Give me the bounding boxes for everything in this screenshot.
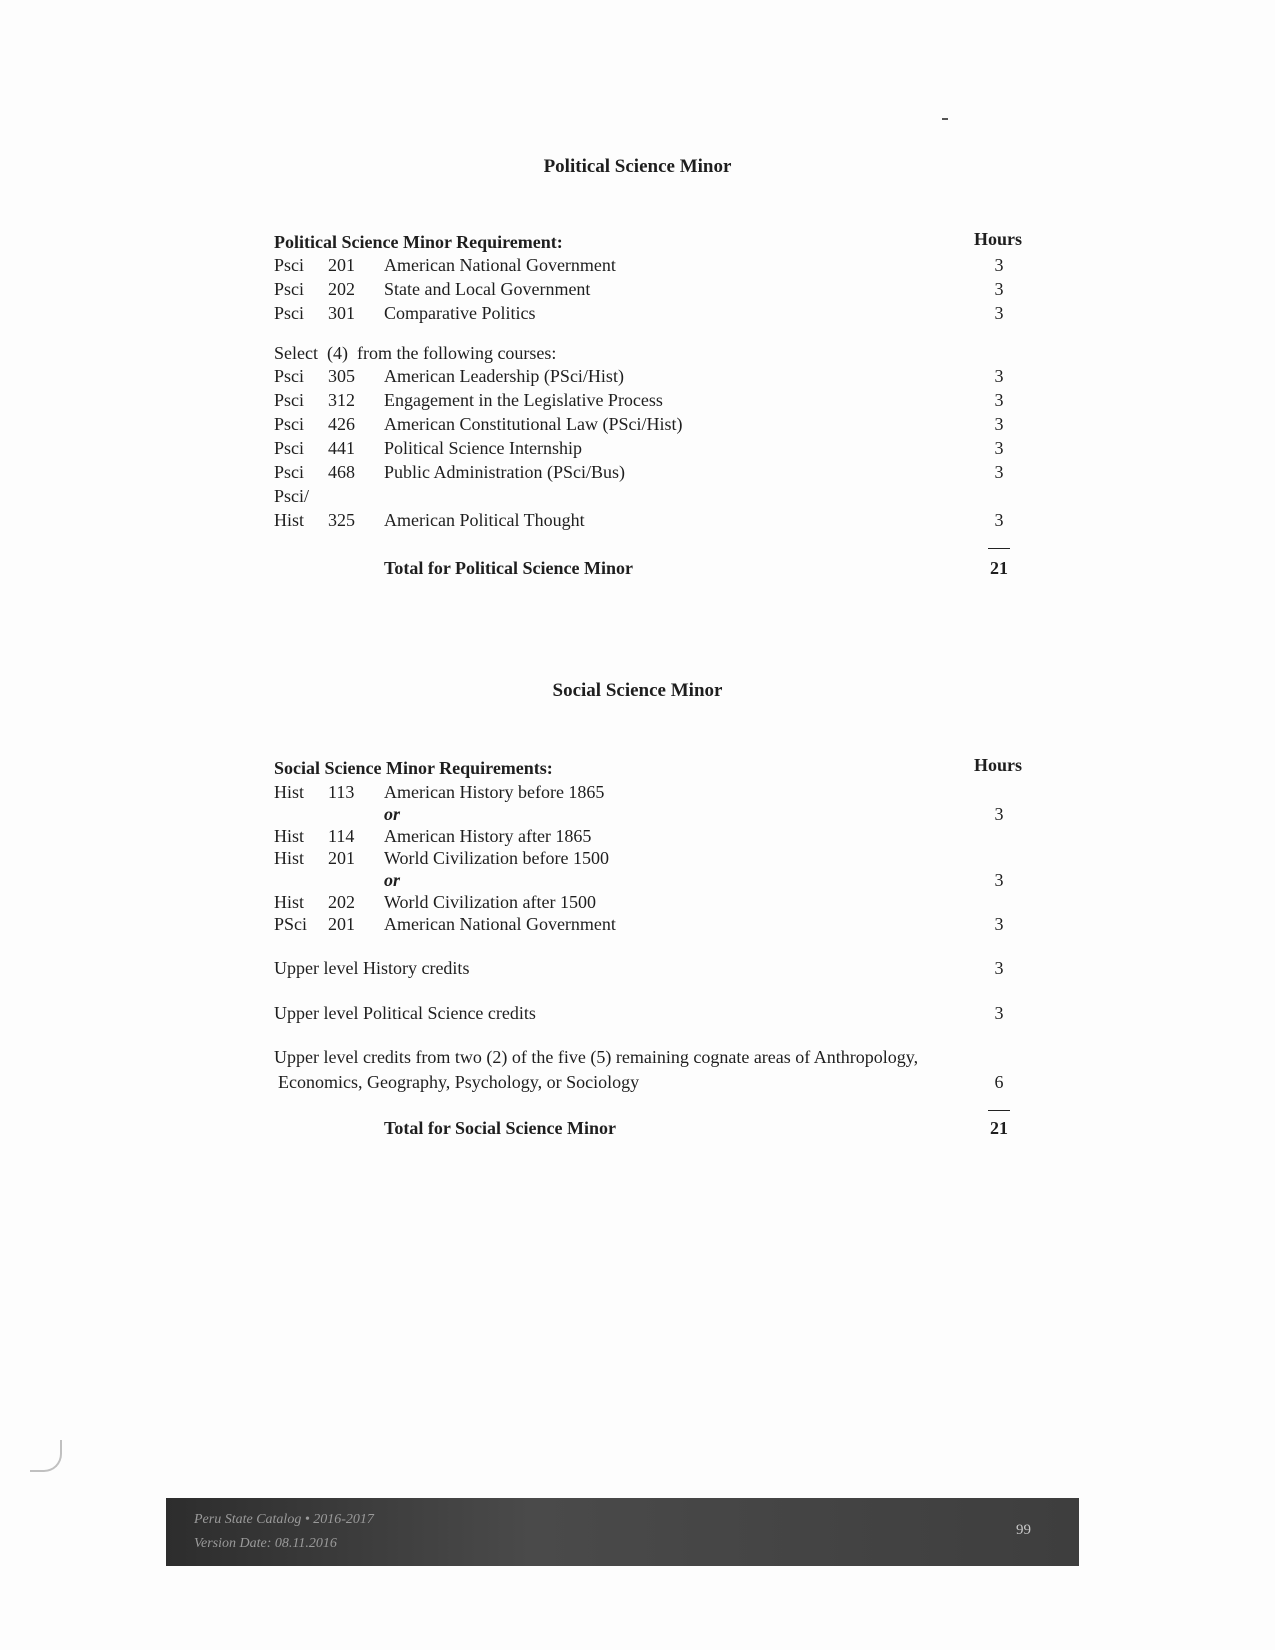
course-hours: 3 bbox=[994, 438, 1004, 458]
social-minor-title: Social Science Minor bbox=[552, 680, 723, 701]
course-subject: Psci bbox=[274, 303, 305, 323]
course-name: American Political Thought bbox=[384, 510, 585, 530]
or-separator: or bbox=[384, 870, 401, 890]
requirement-label-continued: Economics, Geography, Psychology, or Sociology bbox=[278, 1072, 640, 1092]
social-hours-heading: Hours bbox=[973, 755, 1022, 775]
course-name: World Civilization after 1500 bbox=[384, 892, 597, 912]
page-number: 99 bbox=[1016, 1522, 1031, 1538]
political-select-instruction: Select (4) from the following courses: bbox=[274, 343, 557, 363]
course-number: 202 bbox=[328, 279, 355, 299]
course-number: 113 bbox=[328, 782, 355, 802]
course-subject: Hist bbox=[274, 510, 305, 530]
footer-version-date: Version Date: 08.11.2016 bbox=[194, 1536, 337, 1551]
course-name: American Leadership (PSci/Hist) bbox=[384, 366, 624, 386]
political-total-label: Total for Political Science Minor bbox=[384, 558, 633, 578]
course-subject: Hist bbox=[274, 892, 305, 912]
political-hours-heading: Hours bbox=[973, 229, 1022, 249]
course-hours: 3 bbox=[994, 914, 1004, 934]
requirement-label: Upper level credits from two (2) of the five (5) remaining cognate areas of Anthropology, bbox=[274, 1047, 919, 1067]
course-number: 325 bbox=[328, 510, 355, 530]
scan-mark bbox=[942, 118, 948, 120]
course-number: 305 bbox=[328, 366, 355, 386]
course-name: American History before 1865 bbox=[384, 782, 605, 802]
course-number: 201 bbox=[328, 255, 355, 275]
course-subject: PSci bbox=[274, 914, 308, 934]
course-name: World Civilization before 1500 bbox=[384, 848, 609, 868]
social-total-label: Total for Social Science Minor bbox=[384, 1118, 616, 1138]
requirement-label: Upper level Political Science credits bbox=[274, 1003, 536, 1023]
political-minor-title: Political Science Minor bbox=[543, 156, 732, 177]
or-separator: or bbox=[384, 804, 401, 824]
course-hours: 3 bbox=[994, 255, 1004, 275]
course-subject: Psci bbox=[274, 414, 305, 434]
course-number: 201 bbox=[328, 848, 355, 868]
course-subject: Hist bbox=[274, 848, 305, 868]
course-subject: Psci bbox=[274, 390, 305, 410]
course-number: 202 bbox=[328, 892, 355, 912]
political-requirements-heading: Political Science Minor Requirement: bbox=[274, 232, 563, 252]
requirement-label: Upper level History credits bbox=[274, 958, 470, 978]
course-name: State and Local Government bbox=[384, 279, 591, 299]
course-name: Public Administration (PSci/Bus) bbox=[384, 462, 626, 482]
course-name: American Constitutional Law (PSci/Hist) bbox=[384, 414, 683, 434]
course-hours: 3 bbox=[994, 366, 1004, 386]
course-hours: 3 bbox=[994, 303, 1004, 323]
course-hours: 3 bbox=[994, 462, 1004, 482]
course-number: 441 bbox=[328, 438, 355, 458]
course-hours: 3 bbox=[994, 804, 1004, 824]
course-name: Political Science Internship bbox=[384, 438, 582, 458]
course-number: 426 bbox=[328, 414, 355, 434]
footer-catalog-title: Peru State Catalog • 2016-2017 bbox=[194, 1512, 374, 1527]
social-total-hours: 21 bbox=[990, 1118, 1008, 1138]
course-hours: 3 bbox=[994, 958, 1004, 978]
course-number: 201 bbox=[328, 914, 355, 934]
course-hours: 3 bbox=[994, 1003, 1004, 1023]
total-rule bbox=[988, 548, 1010, 549]
course-subject: Hist bbox=[274, 782, 305, 802]
course-hours: 3 bbox=[994, 870, 1004, 890]
course-name: American National Government bbox=[384, 914, 616, 934]
course-name: Engagement in the Legislative Process bbox=[384, 390, 663, 410]
course-number: 468 bbox=[328, 462, 355, 482]
course-subject: Psci bbox=[274, 366, 305, 386]
course-hours: 3 bbox=[994, 414, 1004, 434]
course-hours: 6 bbox=[994, 1072, 1004, 1092]
course-hours: 3 bbox=[994, 510, 1004, 530]
course-name: American History after 1865 bbox=[384, 826, 592, 846]
social-requirements-heading: Social Science Minor Requirements: bbox=[274, 758, 553, 778]
course-subject: Psci bbox=[274, 462, 305, 482]
course-subject: Psci/ bbox=[274, 486, 310, 506]
course-hours: 3 bbox=[994, 279, 1004, 299]
course-subject: Psci bbox=[274, 279, 305, 299]
course-number: 114 bbox=[328, 826, 355, 846]
course-name: Comparative Politics bbox=[384, 303, 536, 323]
course-number: 301 bbox=[328, 303, 355, 323]
course-subject: Psci bbox=[274, 438, 305, 458]
political-total-hours: 21 bbox=[990, 558, 1008, 578]
total-rule bbox=[988, 1110, 1010, 1111]
course-hours: 3 bbox=[994, 390, 1004, 410]
binding-mark bbox=[30, 1440, 62, 1472]
catalog-footer bbox=[166, 1498, 1079, 1566]
course-name: American National Government bbox=[384, 255, 616, 275]
course-number: 312 bbox=[328, 390, 355, 410]
course-subject: Psci bbox=[274, 255, 305, 275]
course-subject: Hist bbox=[274, 826, 305, 846]
